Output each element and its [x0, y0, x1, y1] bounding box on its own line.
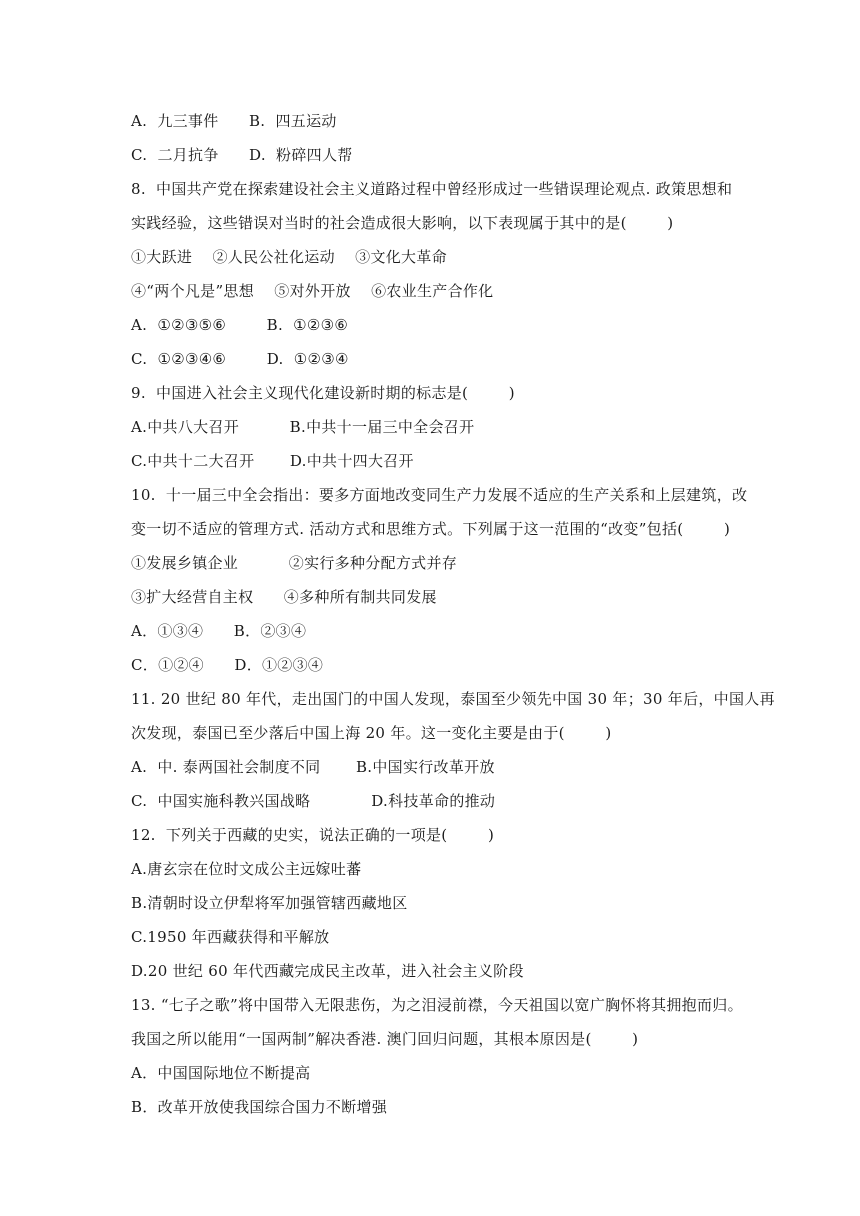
q13-stem-line2: 我国之所以能用“一国两制”解决香港. 澳门回归问题，其根本原因是( )	[131, 1030, 639, 1048]
q7-options-cd: C. 二月抗争 D. 粉碎四人帮	[131, 146, 353, 164]
q11-options-cd: C. 中国实施科教兴国战略 D.科技革命的推动	[131, 792, 496, 810]
q8-stem-line2: 实践经验，这些错误对当时的社会造成很大影响，以下表现属于其中的是( )	[131, 214, 674, 232]
q9-options-ab: A.中共八大召开 B.中共十一届三中全会召开	[131, 418, 475, 436]
q12-option-b: B.清朝时设立伊犁将军加强管辖西藏地区	[131, 894, 408, 912]
q12-option-c: C.1950 年西藏获得和平解放	[131, 928, 330, 946]
q7-options-ab: A. 九三事件 B. 四五运动	[131, 112, 337, 130]
q9-stem: 9. 中国进入社会主义现代化建设新时期的标志是( )	[131, 384, 515, 402]
q8-items-2: ④“两个凡是”思想 ⑤对外开放 ⑥农业生产合作化	[131, 282, 494, 300]
q8-options-ab: A. ①②③⑤⑥ B. ①②③⑥	[131, 316, 349, 334]
q11-stem-line1: 11. 20 世纪 80 年代，走出国门的中国人发现，泰国至少领先中国 30 年；30 年后，中国人再	[131, 690, 775, 708]
q10-items-2: ③扩大经营自主权 ④多种所有制共同发展	[131, 588, 437, 606]
q8-options-cd: C. ①②③④⑥ D. ①②③④	[131, 350, 349, 368]
q12-option-a: A.唐玄宗在位时文成公主远嫁吐蕃	[131, 860, 362, 878]
q10-options-ab: A．①③④ B．②③④	[131, 622, 307, 640]
q11-stem-line2: 次发现，泰国已至少落后中国上海 20 年。这一变化主要是由于( )	[131, 724, 612, 742]
q12-stem: 12. 下列关于西藏的史实，说法正确的一项是( )	[131, 826, 495, 844]
q10-items-1: ①发展乡镇企业 ②实行多种分配方式并存	[131, 554, 458, 572]
q13-option-b: B．改革开放使我国综合国力不断增强	[131, 1098, 388, 1116]
q9-options-cd: C.中共十二大召开 D.中共十四大召开	[131, 452, 414, 470]
q11-options-ab: A. 中. 泰两国社会制度不同 B.中国实行改革开放	[131, 758, 495, 776]
q13-stem-line1: 13. “七子之歌”将中国带入无限悲伤，为之泪浸前襟，今天祖国以宽广胸怀将其拥抱而归。	[131, 996, 743, 1014]
q10-stem-line2: 变一切不适应的管理方式. 活动方式和思维方式。下列属于这一范围的“改变”包括( )	[131, 520, 731, 538]
q13-option-a: A．中国国际地位不断提高	[131, 1064, 311, 1082]
q10-options-cd: C．①②④ D．①②③④	[131, 656, 324, 674]
q8-stem-line1: 8. 中国共产党在探索建设社会主义道路过程中曾经形成过一些错误理论观点. 政策思想和	[131, 180, 733, 198]
q12-option-d: D.20 世纪 60 年代西藏完成民主改革，进入社会主义阶段	[131, 962, 524, 980]
q10-stem-line1: 10. 十一届三中全会指出：要多方面地改变同生产力发展不适应的生产关系和上层建筑，改	[131, 486, 748, 504]
q8-items-1: ①大跃进 ②人民公社化运动 ③文化大革命	[131, 248, 447, 266]
